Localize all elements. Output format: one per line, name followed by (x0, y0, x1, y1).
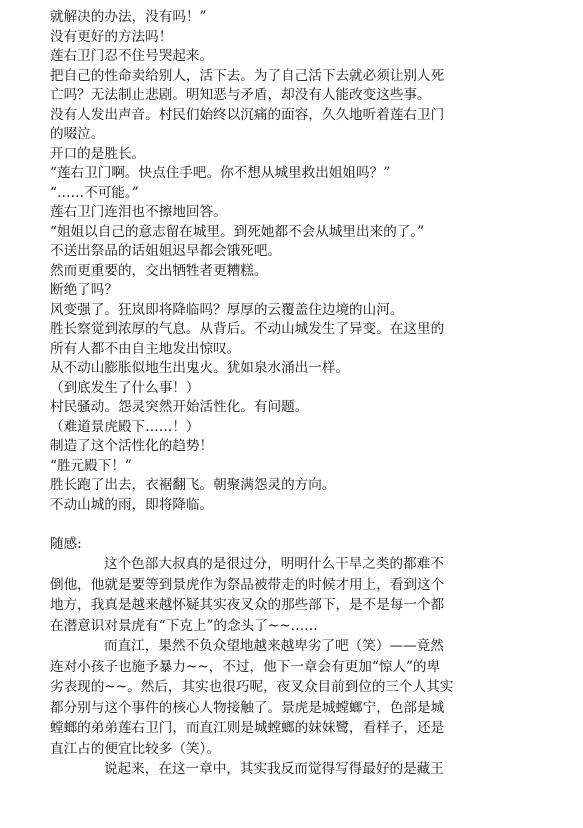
story-line: “莲右卫门啊。快点住手吧。你不想从城里救出姐姐吗？” (50, 165, 391, 181)
story-line: 断绝了吗？ (50, 282, 118, 298)
story-line: 风变强了。狂岚即将降临吗？厚厚的云覆盖住边境的山河。 (50, 301, 404, 318)
commentary-line: 这个色部大叔真的是很过分，明明什么干旱之类的都难不 (104, 556, 444, 572)
story-line: 亡吗？无法制止悲剧。明知恶与矛盾，却没有人能改变这些事。 (50, 87, 431, 103)
commentary-text (50, 554, 535, 780)
commentary-line: 地方，我真是越来越怀疑其实夜叉众的那些部下，是不是每一个都 (50, 597, 445, 613)
story-line: （难道景虎殿下……！） (50, 418, 200, 435)
story-line: 把自己的性命卖给别人，活下去。为了自己活下去就必须让别人死 (50, 67, 445, 84)
story-line: 莲右卫门忍不住号哭起来。 (50, 48, 214, 64)
commentary-line: 说起来，在这一章中，其实我反而觉得写得最好的是藏王 (104, 761, 444, 777)
story-line: “……不可能。” (50, 184, 139, 201)
commentary-line: 倒他，他就是要等到景虎作为祭品被带走的时候才用上，看到这个 (50, 576, 445, 593)
commentary-line: 在潜意识对景虎有“下克上”的念头了~~…… (50, 617, 318, 634)
story-text (50, 8, 535, 515)
story-line: 制造了这个活性化的趋势！ (50, 438, 214, 454)
story-line: “胜元殿下！” (50, 457, 132, 474)
story-line: 没有人发出声音。村民们始终以沉痛的面容，久久地听着莲右卫门 (50, 106, 445, 123)
commentary-heading: 随感: (50, 535, 82, 552)
story-line: 没有更好的方法吗！ (50, 28, 173, 45)
commentary-line: 直江占的便宜比较多（笑）。 (50, 740, 220, 757)
story-line: 开口的是胜长。 (50, 145, 146, 162)
story-line: 村民骚动。怨灵突然开始活性化。有问题。 (50, 399, 309, 415)
section-gap (50, 515, 535, 535)
story-line: 的啜泣。 (50, 126, 105, 142)
story-line: 所有人都不由自主地发出惊叹。 (50, 340, 241, 357)
story-line: 不送出祭品的话姐姐迟早都会饿死吧。 (50, 243, 282, 259)
story-line: 莲右卫门连泪也不擦地回答。 (50, 204, 227, 220)
commentary-line: 都分别与这个事件的核心人物接触了。景虎是城螳螂宁，色部是城 (50, 699, 445, 716)
story-line: （到底发生了什么事！） (50, 379, 200, 396)
commentary-line: 而直江，果然不负众望地越来越卑劣了吧（笑）——竟然 (104, 638, 444, 654)
story-line: 然而更重要的，交出牺牲者更糟糕。 (50, 262, 268, 279)
commentary-line: 螳螂的弟弟莲右卫门，而直江则是城螳螂的妹妹鹭，看样子，还是 (50, 720, 445, 736)
story-line: 胜长察觉到浓厚的气息。从背后。不动山城发生了异变。在这里的 (50, 321, 445, 337)
commentary-line: 连对小孩子也施予暴力~~，不过，他下一章会有更加“惊人”的卑 (50, 658, 441, 675)
story-line: 从不动山膨胀似地生出鬼火。犹如泉水涌出一样。 (50, 360, 350, 376)
story-line: 就解决的办法，没有吗！” (50, 9, 207, 25)
story-line: 不动山城的雨，即将降临。 (50, 496, 214, 513)
story-line: 胜长跑了出去，衣裾翻飞。朝聚满怨灵的方向。 (50, 477, 336, 493)
story-line: “姐姐以自己的意志留在城里。到死她都不会从城里出来的了。” (50, 223, 425, 240)
document-page (50, 8, 535, 780)
commentary-line: 劣表现的~~。然后，其实也很巧呢，夜叉众目前到位的三个人其实 (50, 679, 454, 695)
